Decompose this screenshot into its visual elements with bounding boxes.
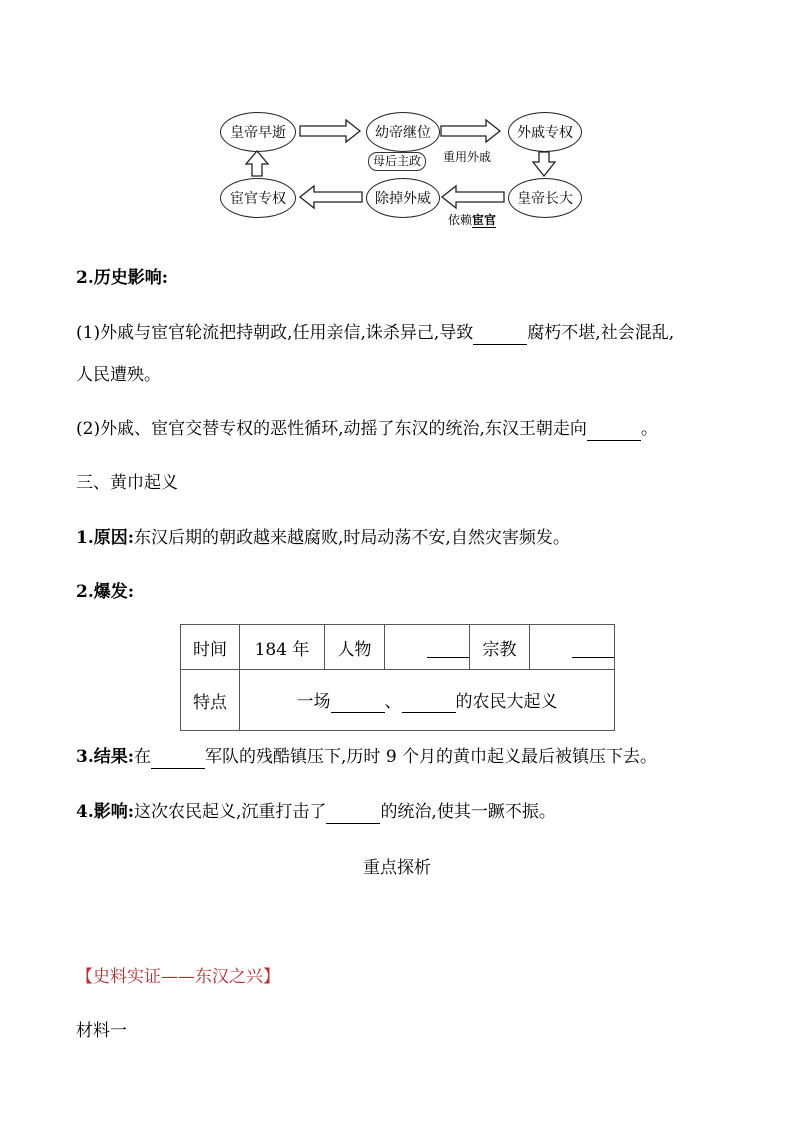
blank-result [151, 746, 205, 769]
note-rely-relatives: 重用外戚 [443, 150, 492, 164]
node-child-emperor: 幼帝继位 [366, 112, 440, 152]
result-line [76, 746, 657, 769]
node-emperor-early-death: 皇帝早逝 [220, 112, 296, 152]
node-eunuch-power: 宦官专权 [220, 178, 296, 218]
section-impact-heading: 2.历史影响: [76, 268, 169, 288]
note-rely-prefix: 依赖 [448, 213, 473, 227]
node-emperor-grown: 皇帝长大 [508, 178, 582, 218]
blank-religion [572, 637, 614, 658]
cell-religion-label: 宗教 [470, 625, 530, 670]
result-label: 3.结果: [76, 747, 135, 767]
feature-text-a: 一场 [296, 692, 331, 712]
cell-feature-value [240, 670, 615, 731]
outbreak-label: 2.爆发: [76, 582, 135, 602]
arrow-right-2 [441, 120, 500, 142]
impact-p2-text-b: 。 [640, 419, 658, 439]
arrow-left-2 [300, 186, 362, 208]
blank-feature-1 [331, 692, 385, 713]
impact-text-a: 这次农民起义,沉重打击了 [134, 802, 327, 822]
impact-p1-text-a: (1)外戚与宦官轮流把持朝政,任用亲信,诛杀异己,导致 [76, 323, 474, 343]
cell-time-label: 时间 [181, 625, 240, 670]
arrow-up [246, 151, 268, 176]
node-relatives-power: 外戚专权 [508, 112, 582, 152]
impact-p2-text-a: (2)外戚、宦官交替专权的恶性循环,动摇了东汉的统治,东汉王朝走向 [76, 419, 587, 439]
cell-religion-blank [530, 625, 615, 670]
feature-text-b: 的农民大起义 [455, 692, 558, 712]
cell-person-blank [385, 625, 470, 670]
evidence-title: 【史料实证——东汉之兴】 [76, 967, 280, 987]
cause-line [76, 527, 570, 549]
outbreak-table [180, 624, 615, 731]
tag-mother-regent: 母后主政 [368, 152, 426, 171]
result-text-b: 军队的残酷镇压下,历时 9 个月的黄巾起义最后被镇压下去。 [205, 747, 658, 767]
note-rely-word: 宦官 [472, 213, 497, 227]
blank-impact [326, 801, 380, 824]
impact-label: 4.影响: [76, 802, 135, 822]
cell-time-value: 184 年 [240, 625, 325, 670]
impact-paragraph-2 [76, 418, 658, 441]
section-uprising-title: 三、黄巾起义 [76, 473, 178, 493]
impact-line [76, 801, 556, 824]
table-row [181, 625, 615, 670]
arrow-left-1 [442, 186, 504, 208]
flow-arrows [0, 0, 794, 260]
cause-label: 1.原因: [76, 528, 135, 548]
table-row [181, 670, 615, 731]
blank-person [427, 637, 469, 658]
key-analysis-title: 重点探析 [363, 858, 431, 878]
blank-2 [587, 418, 641, 441]
cell-person-label: 人物 [325, 625, 385, 670]
feature-sep: 、 [384, 692, 402, 712]
arrow-down [533, 152, 555, 176]
impact-paragraph-1 [76, 322, 674, 345]
impact-text-b: 的统治,使其一蹶不振。 [380, 802, 556, 822]
cell-feature-label: 特点 [181, 670, 240, 731]
arrow-right-1 [300, 120, 360, 142]
impact-p1-text-b: 腐朽不堪,社会混乱, [527, 323, 675, 343]
node-remove-relatives: 除掉外威 [366, 178, 440, 218]
cause-text: 东汉后期的朝政越来越腐败,时局动荡不安,自然灾害频发。 [134, 528, 570, 548]
blank-1 [473, 322, 527, 345]
material-label: 材料一 [76, 1021, 127, 1041]
result-text-a: 在 [134, 747, 152, 767]
impact-paragraph-1-line2: 人民遭殃。 [76, 365, 161, 385]
blank-feature-2 [402, 692, 456, 713]
